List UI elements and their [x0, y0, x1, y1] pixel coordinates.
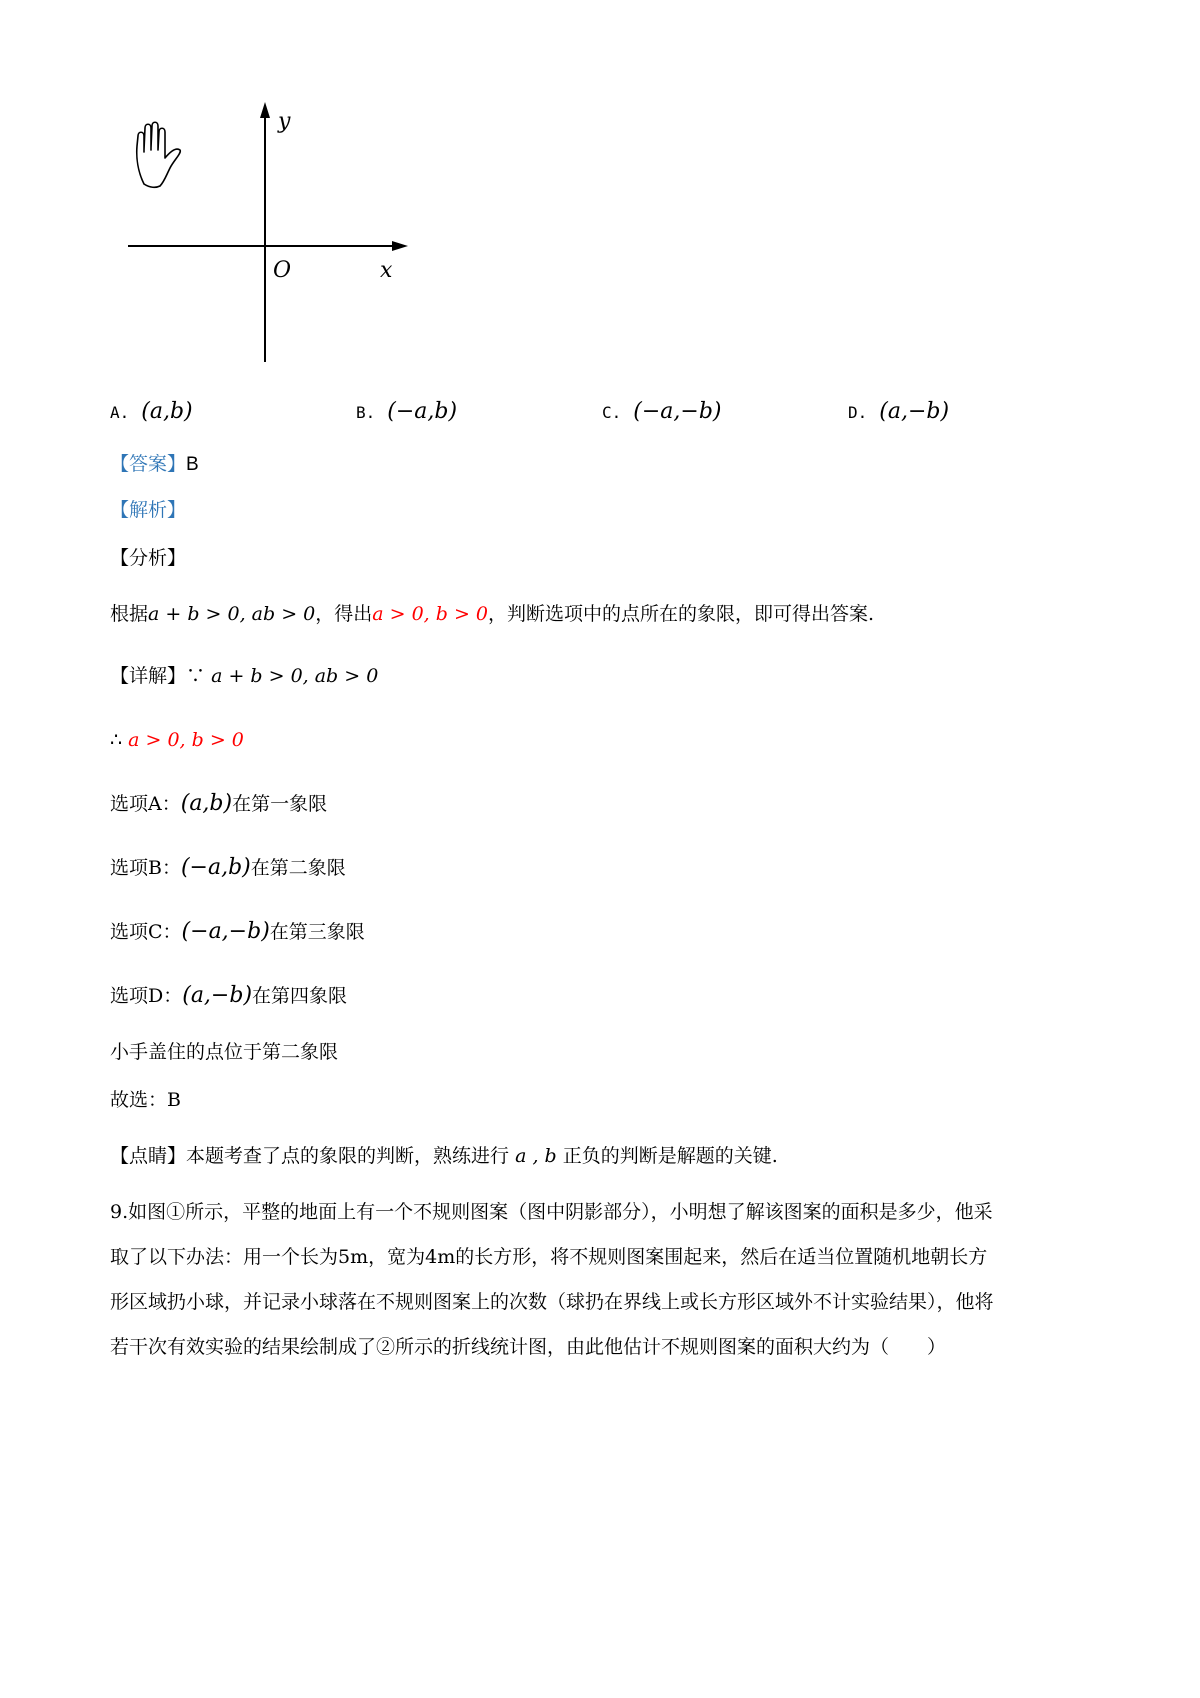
choice-point: (a,−b) [182, 983, 253, 1008]
option-c [602, 398, 722, 427]
choice-prefix: 选项B： [110, 857, 181, 879]
choice-point: (a,b) [180, 791, 233, 816]
choice-prefix: 选项A： [110, 793, 181, 815]
choice-detail-c [110, 918, 365, 946]
hand-icon [137, 122, 181, 187]
xiangjie-condition: a + b > 0, ab > 0 [211, 665, 379, 687]
option-value: (−a,−b) [633, 399, 722, 424]
option-a [110, 398, 193, 427]
question-9-line-2: 取了以下办法：用一个长为5m，宽为4m的长方形，将不规则图案围起来，然后在适当位置随机地朝长方 [110, 1246, 988, 1268]
question-9-line-3: 形区域扔小球，并记录小球落在不规则图案上的次数（球扔在界线上或长方形区域外不计实验结果），他将 [110, 1291, 994, 1313]
question-9 [110, 1190, 1095, 1370]
option-letter: C. [602, 403, 622, 422]
option-letter: D. [848, 403, 868, 422]
choose-text: 故选：B [110, 1089, 181, 1111]
dianjing-after: 正负的判断是解题的关键. [562, 1145, 778, 1167]
coordinate-figure [110, 100, 410, 370]
choice-text: 在第二象限 [250, 857, 346, 879]
dianjing-vars: a , b [515, 1145, 557, 1167]
choice-prefix: 选项D： [110, 985, 183, 1007]
therefore-line [110, 726, 244, 754]
fenxi-tag: 【分析】 [110, 547, 187, 569]
y-axis-label: y [278, 109, 291, 134]
choice-detail-d [110, 982, 347, 1010]
coordinate-axes [110, 100, 410, 370]
fenxi-prefix: 根据 [110, 603, 149, 625]
question-9-line-1: 9.如图①所示，平整的地面上有一个不规则图案（图中阴影部分），小明想了解该图案的面积是多少，他采 [110, 1201, 993, 1223]
therefore-result: a > 0, b > 0 [128, 729, 244, 751]
option-letter: A. [110, 403, 130, 422]
question-9-line-4: 若干次有效实验的结果绘制成了②所示的折线统计图，由此他估计不规则图案的面积大约为（ ） [110, 1336, 947, 1358]
choice-text: 在第一象限 [232, 793, 328, 815]
choice-detail-b [110, 854, 346, 882]
dianjing-tag: 【点睛】 [110, 1145, 187, 1167]
choice-text: 在第四象限 [252, 985, 348, 1007]
dianjing-before: 本题考查了点的象限的判断，熟练进行 [186, 1145, 510, 1167]
choice-point: (−a,−b) [181, 919, 270, 944]
xiangjie-line [110, 662, 378, 690]
because-symbol: ∵ [186, 665, 206, 687]
option-value: (−a,b) [387, 399, 458, 424]
option-value: (a,b) [141, 399, 193, 424]
fenxi-condition: a + b > 0, ab > 0 [148, 603, 316, 625]
xiangjie-tag: 【详解】 [110, 665, 187, 687]
choice-text: 在第三象限 [269, 921, 365, 943]
answer-line [110, 450, 199, 479]
x-axis-label: x [380, 258, 393, 283]
choice-prefix: 选项C： [110, 921, 182, 943]
origin-label: O [273, 258, 292, 283]
fenxi-result: a > 0, b > 0 [372, 603, 489, 625]
therefore-symbol: ∴ [110, 729, 123, 751]
option-d [848, 398, 949, 427]
fenxi-suffix: ，判断选项中的点所在的象限，即可得出答案. [488, 603, 875, 625]
analysis-tag: 【解析】 [110, 499, 187, 521]
answer-tag: 【答案】 [110, 453, 187, 475]
fenxi-text [110, 600, 874, 628]
option-letter: B. [356, 403, 376, 422]
conclusion-text: 小手盖住的点位于第二象限 [110, 1041, 339, 1063]
answer-value: B [186, 454, 199, 475]
dianjing-line [110, 1142, 778, 1170]
choice-point: (−a,b) [180, 855, 251, 880]
option-b [356, 398, 457, 427]
choice-detail-a [110, 790, 327, 818]
option-value: (a,−b) [879, 399, 950, 424]
fenxi-mid: ，得出 [315, 603, 373, 625]
